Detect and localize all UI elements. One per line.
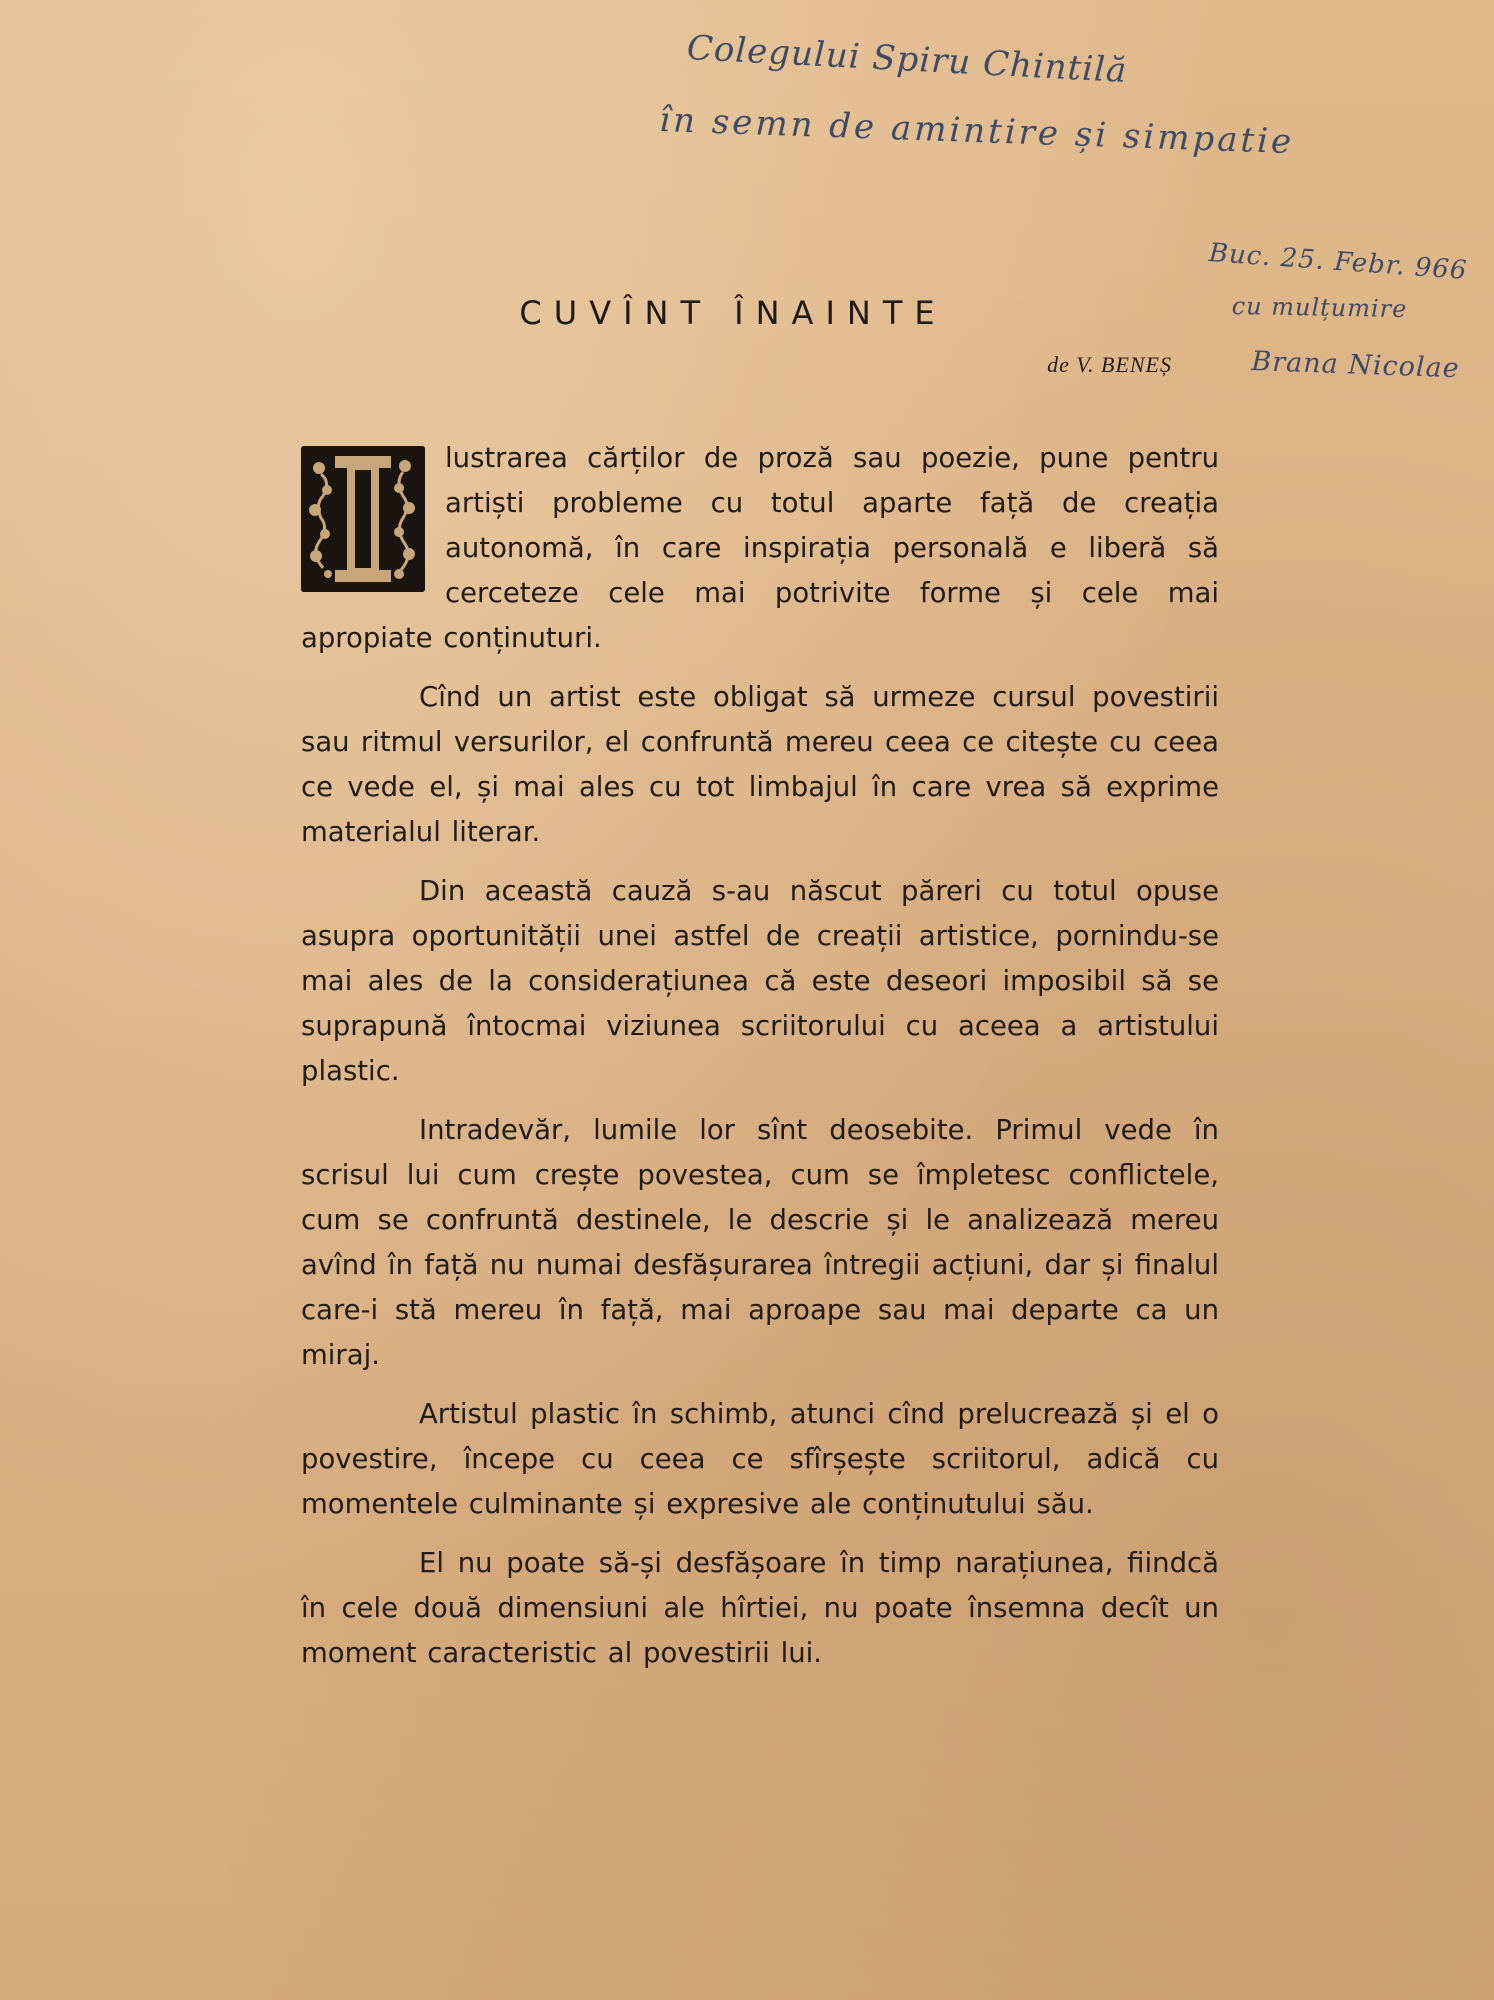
article-body — [301, 436, 1219, 1690]
handwritten-signature: Brana Nicolae — [1250, 346, 1461, 385]
paragraph: Din această cauză s-au născut păreri cu totul opuse asupra oportunității unei astfel de creații artistice, pornindu-se mai ales de la considerațiunea că este deseori imposibil să se suprapună întocmai viziunea scriitorului cu aceea a artistului plastic. — [301, 875, 1219, 1087]
paragraph: Intradevăr, lumile lor sînt deosebite. Primul vede în scrisul lui cum crește povestea, cum se împletesc conflictele, cum se confruntă destinele, le descrie și le analizează mereu avînd în față nu numai desfășurarea întregii acțiuni, dar și finalul care-i stă mereu în față, mai aproape sau mai departe ca un miraj. — [301, 1114, 1219, 1371]
drop-cap-ornament-icon — [301, 446, 425, 592]
page-title: CUVÎNT ÎNAINTE — [519, 294, 947, 332]
drop-cap-initial — [301, 446, 425, 592]
paragraph: Artistul plastic în schimb, atunci cînd prelucrează și el o povestire, începe cu ceea ce sfîrșește scriitorul, adică cu momentele culminante și expresive ale conținutului său. — [301, 1398, 1219, 1520]
paragraph — [301, 436, 1219, 661]
handwritten-note-date: Buc. 25. Febr. 966 — [1207, 238, 1469, 286]
author-byline: de V. BENEȘ — [1047, 352, 1172, 377]
paragraph: El nu poate să-și desfășoare în timp narațiunea, fiindcă în cele două dimensiuni ale hîrtiei, nu poate însemna decît un moment caracteristic al povestirii lui. — [301, 1547, 1219, 1669]
paragraph: Cînd un artist este obligat să urmeze cursul povestirii sau ritmul versurilor, el confruntă mereu ceea ce citește cu ceea ce vede el, și mai ales cu tot limbajul în care vrea să exprime materialul literar. — [301, 681, 1219, 848]
paragraph-text: lustrarea cărților de proză sau poezie, pune pentru artiști probleme cu totul aparte față de creația autonomă, în care inspirația personală e liberă să cerceteze cele mai potrivite forme și cele mai apropiate conținuturi. — [301, 442, 1219, 654]
handwritten-dedication-line-1: Colegului Spiru Chintilă — [685, 28, 1129, 92]
handwritten-note-thanks: cu mulțumire — [1231, 292, 1408, 324]
handwritten-dedication-line-2: în semn de amintire și simpatie — [658, 100, 1295, 163]
